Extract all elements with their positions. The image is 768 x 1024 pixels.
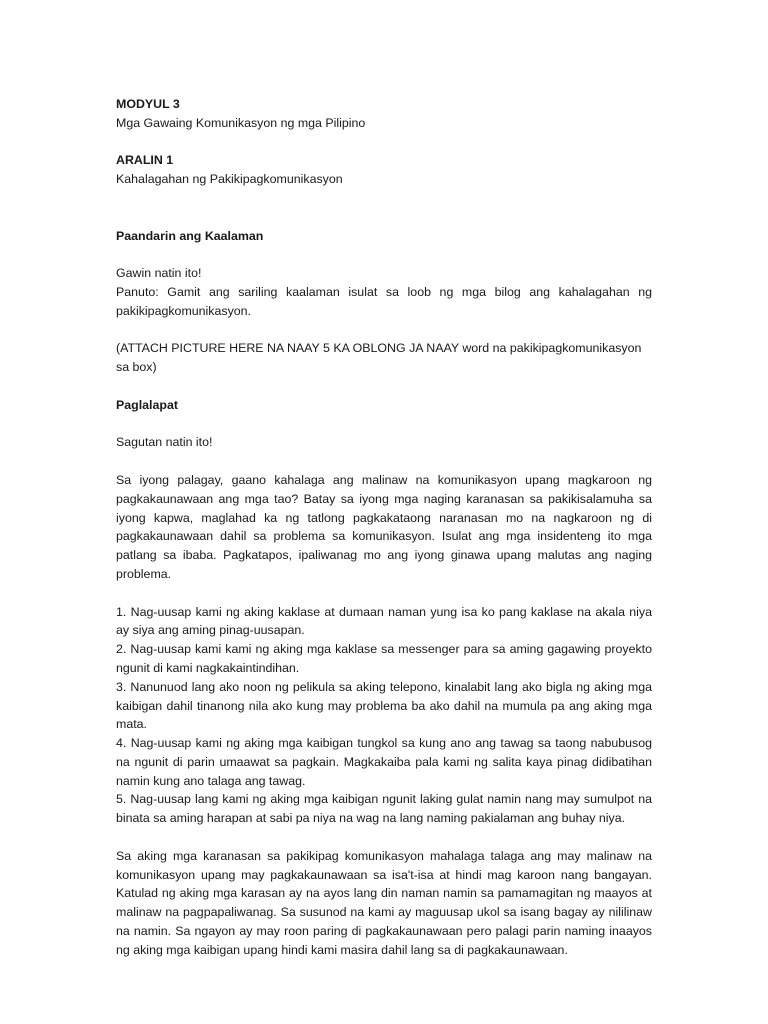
list-item: 4. Nag-uusap kami ng aking mga kaibigan tungkol sa kung ano ang tawag sa taong nabubusog na ngunit di parin umaawat sa pagkain. Magkakaiba pala kami ng salita kaya pinag didibatihan namin kung ano talaga ang tawag. <box>116 736 652 788</box>
section2-intro: Sagutan natin ito! <box>116 435 213 450</box>
section1-note: (ATTACH PICTURE HERE NA NAAY 5 KA OBLONG JA NAAY word na pakikipagkomunikasyon sa box) <box>116 341 642 375</box>
section2-heading: Paglalapat <box>116 397 178 412</box>
list-item: 2. Nag-uusap kami kami ng aking mga kaklase sa messenger para sa aming gagawing proyekto ngunit di kami nagkakaintindihan. <box>116 642 652 675</box>
module-title: Mga Gawaing Komunikasyon ng mga Pilipino <box>116 115 366 130</box>
lesson-label: ARALIN 1 <box>116 153 174 168</box>
list-item: 1. Nag-uusap kami ng aking kaklase at dumaan naman yung isa ko pang kaklase na akala niya ay siya ang aming pinag-uusapan. <box>116 604 652 638</box>
answer-list <box>116 603 652 829</box>
section1-heading: Paandarin ang Kaalaman <box>116 228 264 243</box>
list-item: 3. Nanunuod lang ako noon ng pelikula sa aking telepono, kinalabit lang ako bigla ng aking mga kaibigan dahil tinanong nila ako kung may problema ba ako dahil na mumula pa ang aking mga mata. <box>116 679 652 732</box>
module-label: MODYUL 3 <box>116 97 180 111</box>
section2-prompt: Sa iyong palagay, gaano kahalaga ang malinaw na komunikasyon upang magkaroon ng pagkakaunawaan ang mga tao? Batay sa iyong mga naging karanasan sa pakikisalamuha sa iyong kapwa, maglahad ka ng tatlong pagkakataong naranasan mo na nagkaroon ng di pagkakaunawaan dahil sa problema sa komunikasyon. Isulat ang mga insidenteng ito mga patlang sa ibaba. Pagkatapos, ipaliwanag mo ang iyong ginawa upang malutas ang naging problema. <box>116 472 652 581</box>
conclusion-paragraph: Sa aking mga karanasan sa pakikipag komunikasyon mahalaga talaga ang may malinaw na komunikasyon upang may pagkakaunawaan sa isa't-isa at hindi mag karoon nang bangayan. Katulad ng aking mga karasan ay na ayos lang din naman namin sa pamamagitan ng maayos at malinaw na pagpapaliwanag. Sa susunod na kami ay maguusap ukol sa isang bagay ay nililinaw na namin. Sa ngayon ay may roon paring di pagkakaunawaan pero palagi parin naming inaayos ng aking mga kaibigan upang hindi kami masira dahil lang sa di pagkakaunawaan. <box>116 848 652 957</box>
lesson-title: Kahalagahan ng Pakikipagkomunikasyon <box>116 172 343 187</box>
section1-intro: Gawin natin ito! <box>116 266 202 281</box>
section1-instruction: Panuto: Gamit ang sariling kaalaman isulat sa loob ng mga bilog ang kahalagahan ng pakikipagkomunikasyon. <box>116 284 652 318</box>
list-item: 5. Nag-uusap lang kami ng aking mga kaibigan ngunit laking gulat namin nang may sumulpot na binata sa aming harapan at sabi pa niya na wag na lang naming pakialaman ang buhay niya. <box>116 792 652 826</box>
